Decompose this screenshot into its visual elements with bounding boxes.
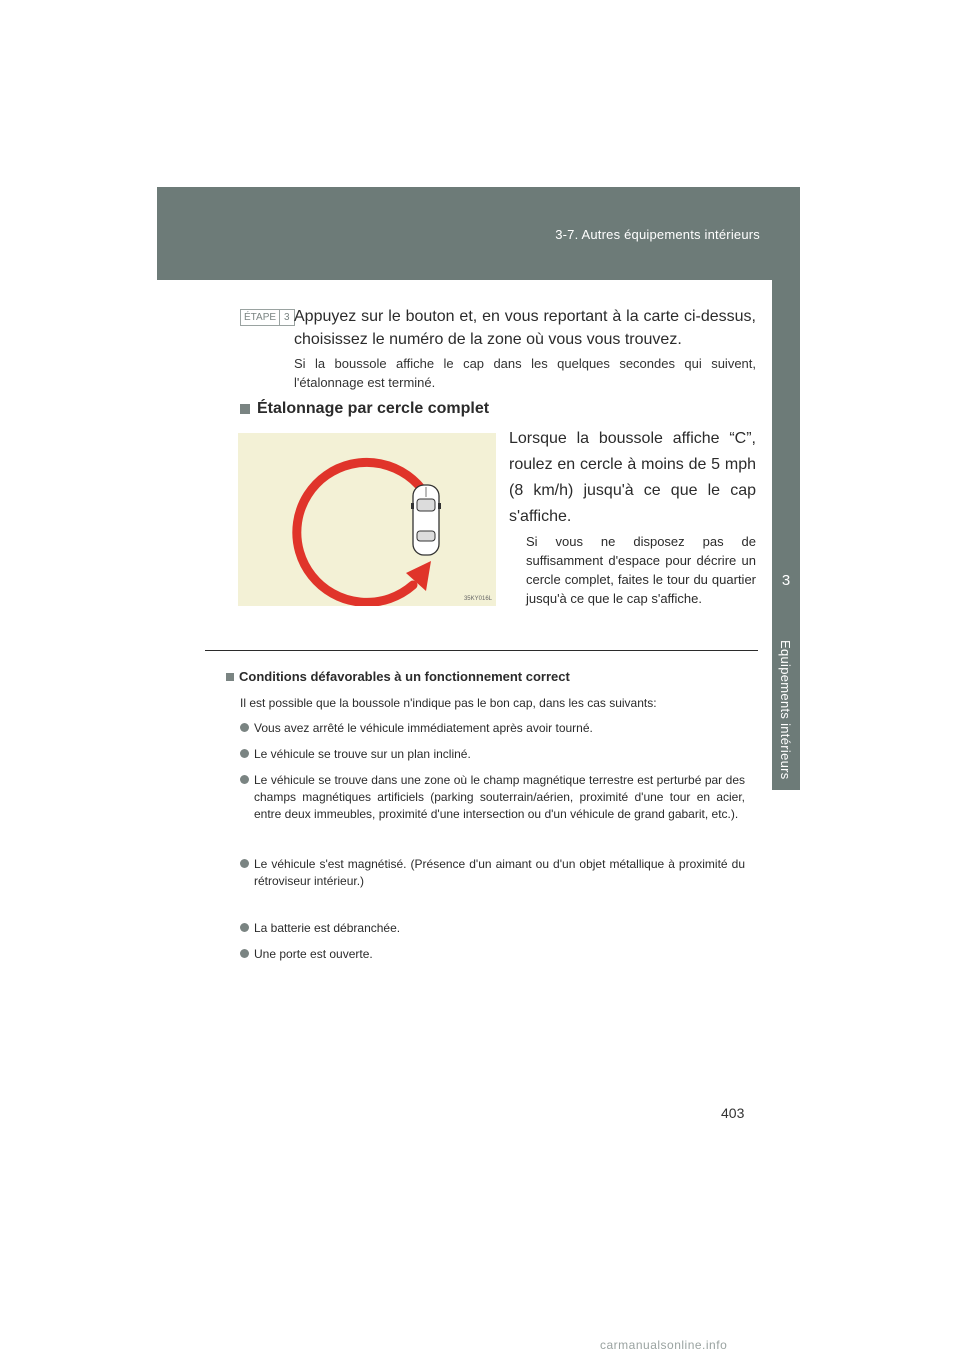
list-item-text: Le véhicule s'est magnétisé. (Présence d'un aimant ou d'un objet métallique à proximité du rétroviseur intérieur.) — [254, 857, 745, 888]
list-item-text: Vous avez arrêté le véhicule immédiatement après avoir tourné. — [254, 721, 593, 735]
step-badge — [240, 309, 295, 326]
circle-calibration-illustration — [238, 433, 496, 606]
list-item — [240, 746, 745, 763]
step-badge-label: ÉTAPE — [241, 310, 279, 325]
list-item — [240, 772, 745, 823]
car-topview-icon — [411, 485, 441, 555]
notes-title: Conditions défavorables à un fonctionnement correct — [239, 669, 570, 684]
chapter-title: 3-7. Autres équipements intérieurs — [555, 227, 760, 242]
bullet-dot-icon — [240, 859, 249, 868]
page-number: 403 — [721, 1105, 745, 1121]
step-note: Si la boussole affiche le cap dans les quelques secondes qui suivent, l'étalonnage est terminé. — [294, 356, 756, 390]
list-item — [240, 920, 745, 937]
calibration-instruction: Lorsque la boussole affiche “C”, roulez en cercle à moins de 5 mph (8 km/h) jusqu'à ce que le cap s'affiche. — [509, 430, 756, 525]
notes-heading — [226, 669, 570, 684]
bullet-dot-icon — [240, 723, 249, 732]
list-item-text: La batterie est débranchée. — [254, 921, 401, 935]
header-band — [157, 187, 800, 280]
list-item — [240, 946, 745, 963]
list-item-text: Le véhicule se trouve dans une zone où le champ magnétique terrestre est perturbé par des champs magnétiques artificiels (parking souterrain/aérien, proximité d'une tour en acier, entre deux immeubles, proximité d'une intersection ou d'un véhicule de grand gabarit, etc.). — [254, 773, 745, 821]
bullet-dot-icon — [240, 775, 249, 784]
section-title: Étalonnage par cercle complet — [257, 400, 490, 417]
watermark: carmanualsonline.info — [600, 1338, 728, 1352]
square-bullet-icon — [240, 404, 250, 414]
step-badge-number: 3 — [279, 310, 294, 325]
list-item — [240, 856, 745, 890]
bullet-dot-icon — [240, 923, 249, 932]
circular-arrow-icon — [297, 462, 426, 602]
bullet-dot-icon — [240, 749, 249, 758]
list-item-text: Une porte est ouverte. — [254, 947, 373, 961]
calibration-note: Si vous ne disposez pas de suffisamment d'espace pour décrire un cercle complet, faites le tour du quartier jusqu'à ce que le cap s'affiche. — [526, 534, 756, 606]
step-text: Appuyez sur le bouton et, en vous reportant à la carte ci-dessus, choisissez le numéro de la zone où vous vous trouvez. — [294, 308, 756, 348]
side-tab-label: Equipements intérieurs — [778, 640, 793, 780]
circle-arrow-figure — [238, 433, 496, 606]
bullet-dot-icon — [240, 949, 249, 958]
square-bullet-icon — [226, 673, 234, 681]
notes-intro: Il est possible que la boussole n'indique pas le bon cap, dans les cas suivants: — [240, 696, 657, 710]
side-tab-number: 3 — [781, 572, 791, 589]
section-heading — [240, 400, 489, 418]
section-divider — [205, 650, 758, 651]
figure-code: 35KY016L — [463, 596, 492, 602]
list-item-text: Le véhicule se trouve sur un plan incliné. — [254, 747, 471, 761]
list-item — [240, 720, 745, 737]
